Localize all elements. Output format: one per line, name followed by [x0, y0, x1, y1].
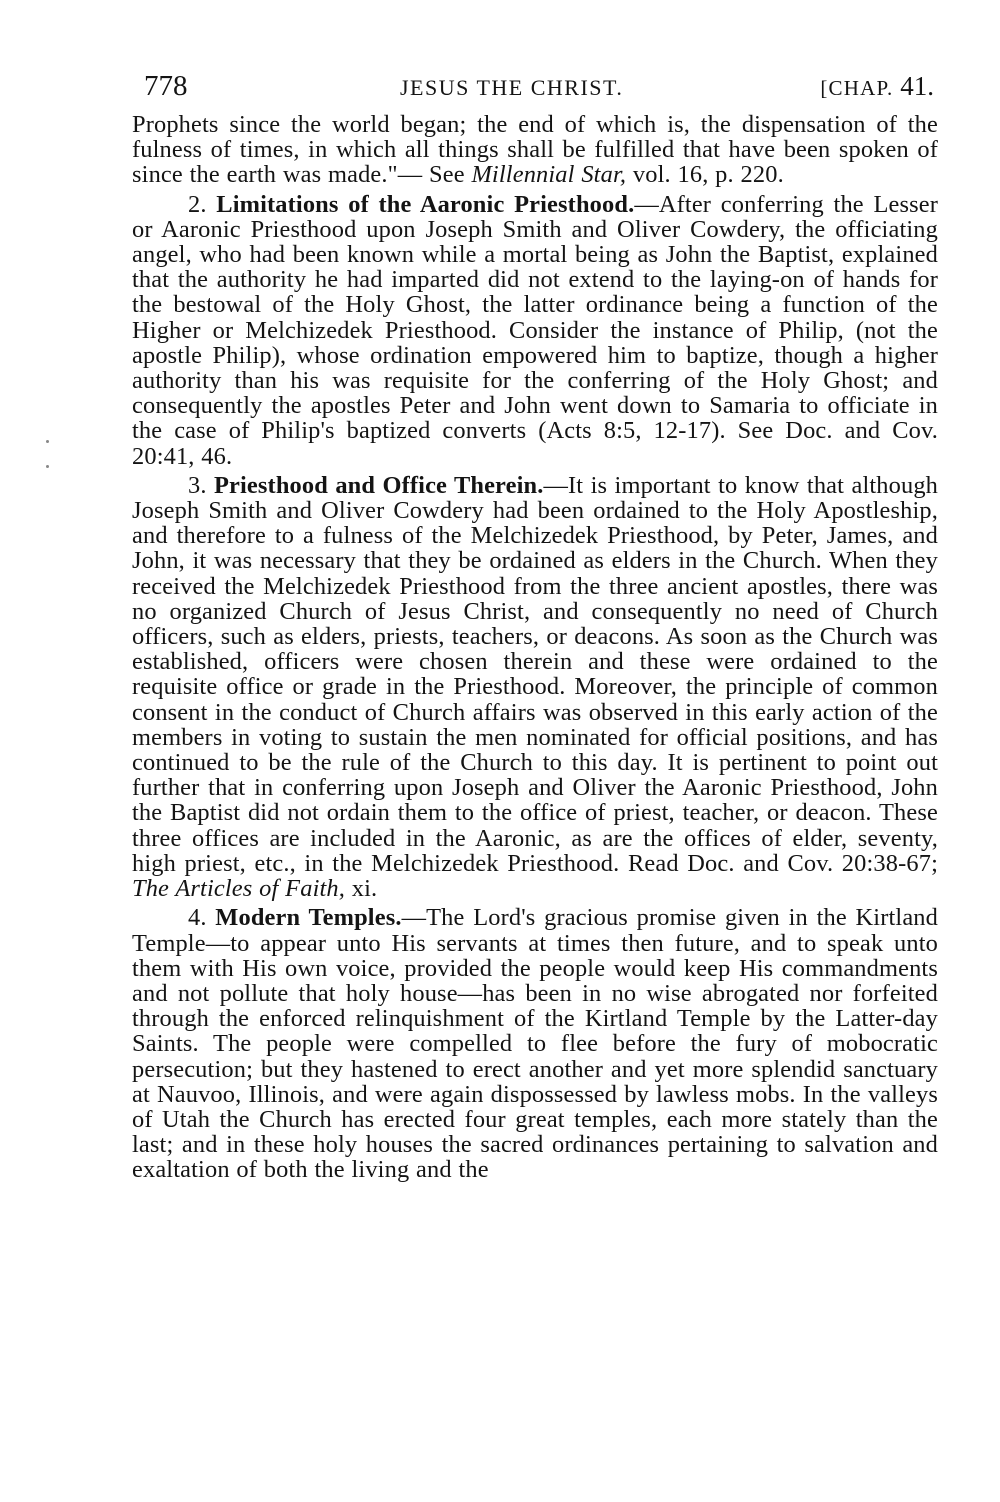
chapter-number: 41. [900, 71, 934, 101]
note-4 [132, 905, 938, 1182]
note-heading: Priesthood and Office Therein. [213, 471, 544, 499]
source-reference: xi. [345, 875, 378, 903]
source-title: Millennial Star, [471, 161, 627, 189]
page-number: 778 [144, 70, 188, 102]
source-title: The Articles of Faith, [132, 875, 346, 903]
note-number: 3. [188, 471, 207, 499]
note-2 [132, 192, 938, 469]
note-number: 4. [188, 904, 207, 932]
book-page [132, 68, 938, 1183]
scan-speck [46, 440, 49, 443]
continued-paragraph [132, 112, 938, 188]
source-reference: vol. 16, p. 220. [626, 161, 784, 189]
note-heading: Modern Temples. [215, 904, 402, 932]
running-head [132, 68, 938, 112]
chapter-label: [CHAP. [820, 76, 894, 100]
chapter-reference [820, 68, 934, 106]
note-number: 2. [188, 190, 207, 218]
note-text: —The Lord's gracious promise given in the Kirtland Temple—to appear unto His servants at times then future, and to speak unto them with His own voice, provided the people would keep His commandments and not pollute that holy house—has been in no wise abrogated nor forfeited through the enforced relinquishment of the Kirtland Temple by the Latter-day Saints. The people were compelled to flee before the fury of mobocratic persecution; but they hastened to erect another and yet more splendid sanctuary at Nauvoo, Illinois, and were again dispossessed by lawless mobs. In the valleys of Utah the Church has erected four great temples, each more stately than the last; and in these holy houses the sacred ordinances pertaining to salvation and exaltation of both the living and the [132, 904, 938, 1184]
continued-text: Prophets since the world began; the end of which is, the dispensation of the fulness of times, in which all things shall be fulfilled that have been spoken of since the earth was made."— See [132, 111, 938, 189]
notes-body [132, 112, 938, 1183]
note-text: —After conferring the Lesser or Aaronic Priesthood upon Joseph Smith and Oliver Cowdery, the officiating angel, who had been known while a mortal being as John the Baptist, explained that the authority he had imparted did not extend to the laying-on of hands for the bestowal of the Holy Ghost, the latter ordinance being a function of the Higher or Melchizedek Priesthood. Consider the instance of Philip, (not the apostle Philip), whose ordination empowered him to baptize, though a higher authority than his was requisite for the conferring of the Holy Ghost; and consequently the apostles Peter and John went down to Samaria to officiate in the case of Philip's baptized converts (Acts 8:5, 12-17). See Doc. and Cov. 20:41, 46. [132, 190, 939, 470]
note-heading: Limitations of the Aaronic Priesthood. [216, 190, 635, 218]
scan-speck [46, 465, 49, 468]
book-title: JESUS THE CHRIST. [400, 75, 624, 100]
note-3 [132, 473, 938, 901]
note-text: —It is important to know that although Joseph Smith and Oliver Cowdery had been ordained to the Holy Apostleship, and therefore to a fulness of the Melchizedek Priesthood, by Peter, James, and John, it was necessary that they be ordained as elders in the Church. When they received the Melchizedek Priesthood from the three ancient apostles, there was no organized Church of Jesus Christ, and consequently no need of Church officers, such as elders, priests, teachers, or deacons. As soon as the Church was established, officers were chosen therein and these were ordained to the requisite office or grade in the Priesthood. Moreover, the principle of common consent in the conduct of Church affairs was observed in this early action of the members in voting to sustain the men nominated for official positions, and has continued to be the rule of the Church to this day. It is pertinent to point out further that in conferring upon Joseph and Oliver the Aaronic Priesthood, John the Baptist did not ordain them to the office of priest, teacher, or deacon. These three offices are included in the Aaronic, as are the offices of elder, seventy, high priest, etc., in the Melchizedek Priesthood. Read Doc. and Cov. 20:38-67; [132, 471, 939, 877]
